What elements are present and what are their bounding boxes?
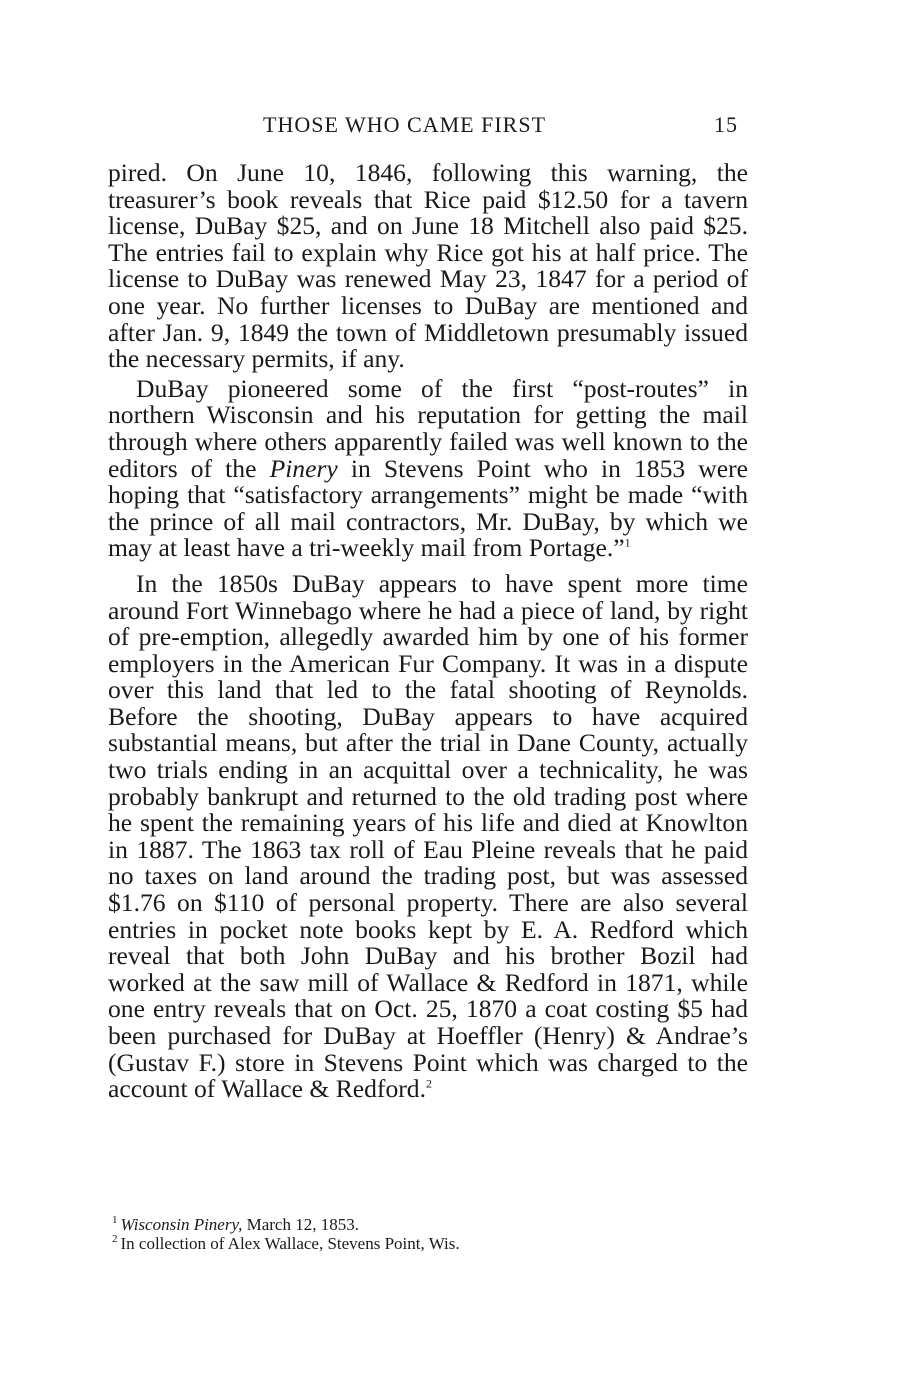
paragraph-post-routes — [108, 373, 748, 563]
paragraph-text: In the 1850s DuBay appears to have spent more time around Fort Winnebago where he had a piece of land, by right of pre-emption, allegedly awarded him by one of his former employers in the American Fur Company. It was in a dispute over this land that led to the fatal shooting of Reynolds. Before the shooting, DuBay appears to have acquired substantial means, but after the trial in Dane County, actually two trials ending in an acquittal over a technicality, he was probably bankrupt and returned to the old trading post where he spent the remaining years of his life and died at Knowlton in 1887. The 1863 tax roll of Eau Pleine reveals that he paid no taxes on land around the trading post, but was assessed $1.76 on $110 of personal property. There are also several entries in pocket note books kept by E. A. Redford which reveal that both John DuBay and his brother Bozil had worked at the saw mill of Wallace & Redford in 1871, while one entry reveals that on Oct. 25, 1870 a coat costing $5 had been purchased for DuBay at Hoeffler (Henry) & Andrae’s (Gustav F.) store in Stevens Point which was charged to the account of Wallace & Redford. — [108, 568, 748, 1104]
running-head — [108, 112, 738, 142]
footnote-source: Wisconsin Pinery, — [120, 1215, 243, 1234]
paragraph-text: in Stevens Point who in 1853 were hoping that “satisfactory arrangements” might be made “with the prince of all mail contractors, Mr. DuBay, by which we may at least have a tri-weekly mail from Portage.” — [108, 453, 748, 563]
footnote-number: 1 — [112, 1214, 118, 1227]
footnote-ref-1: 1 — [624, 535, 631, 550]
italic-title: Pinery — [269, 453, 338, 483]
paragraph-1850s — [108, 568, 748, 1104]
footnote-text: March 12, 1853. — [242, 1215, 359, 1234]
paragraph-continued — [108, 160, 748, 373]
footnotes — [112, 1215, 752, 1253]
running-title: THOSE WHO CAME FIRST — [263, 112, 547, 137]
footnote-number: 2 — [112, 1233, 118, 1246]
footnote-text: In collection of Alex Wallace, Stevens Point, Wis. — [120, 1234, 460, 1253]
footnote-ref-2: 2 — [425, 1076, 432, 1091]
page-number: 15 — [714, 112, 738, 137]
body-text — [108, 160, 748, 1103]
footnote-1 — [112, 1215, 752, 1234]
paragraph-text: DuBay pioneered some of the first “post-routes” in northern Wisconsin and his reputation for getting the mail through where others apparently failed was well known to the editors of the — [108, 373, 748, 483]
footnote-2 — [112, 1234, 752, 1253]
paragraph-text: pired. On June 10, 1846, following this warning, the treasurer’s book reveals that Rice paid $12.50 for a tavern license, DuBay $25, and on June 18 Mitchell also paid $25. The entries fail to explain why Rice got his at half price. The license to DuBay was renewed May 23, 1847 for a period of one year. No further licenses to DuBay are mentioned and after Jan. 9, 1849 the town of Middletown presumably issued the necessary permits, if any. — [108, 158, 748, 374]
